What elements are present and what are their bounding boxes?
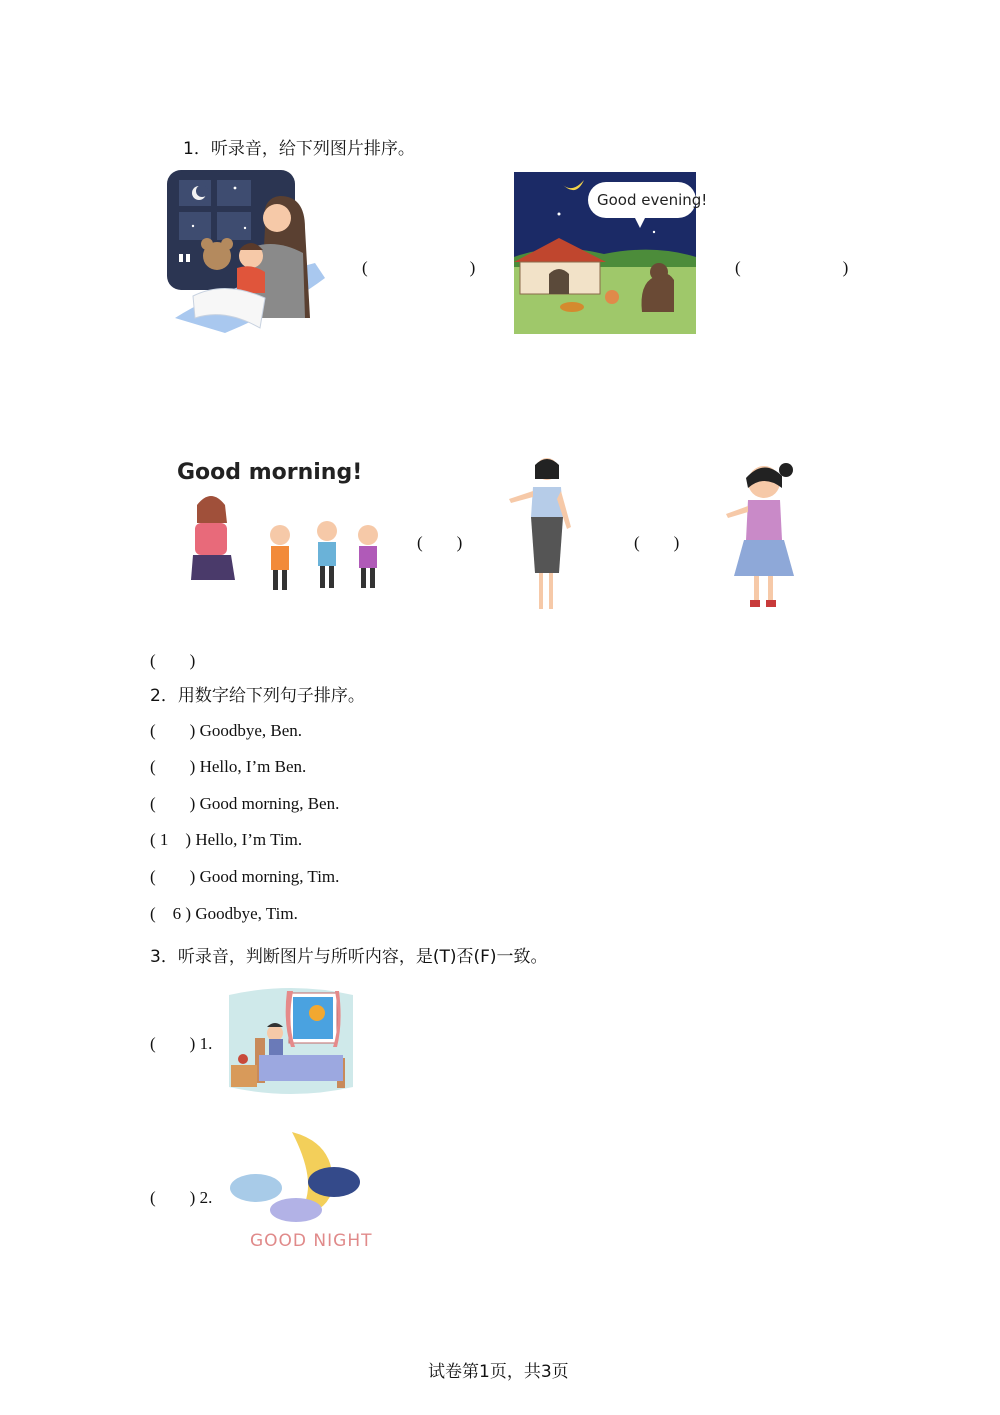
bedtime-reading-image: [165, 168, 330, 338]
answer-blank-picture-3[interactable]: ( ): [417, 533, 463, 552]
sentence-text: Hello, I’m Tim.: [195, 830, 303, 849]
speech-bubble-text: Good evening!: [597, 191, 708, 209]
sentence-text: Good morning, Ben.: [199, 794, 340, 813]
judge-item-2-label[interactable]: ( ) 2.: [150, 1188, 213, 1207]
sentence-text: Good morning, Tim.: [199, 867, 340, 886]
sentence-row: [150, 793, 339, 815]
sentence-row: [150, 829, 302, 851]
sentence-row: [150, 903, 298, 925]
sentence-text: Hello, I’m Ben.: [199, 757, 307, 776]
sentence-answer-blank[interactable]: ( ): [150, 757, 196, 776]
answer-blank-picture-2[interactable]: ( ): [735, 258, 849, 277]
kid-3: [358, 525, 378, 588]
page-footer: 试卷第1页，共3页: [428, 1362, 569, 1382]
sentence-answer-blank[interactable]: ( ): [150, 794, 196, 813]
sentence-answer-blank[interactable]: ( ): [150, 721, 196, 740]
judge-item-1-label[interactable]: ( ) 1.: [150, 1034, 213, 1053]
sentence-answer-blank[interactable]: ( ): [150, 867, 196, 886]
good-evening-dog-image: [514, 172, 708, 334]
girl-student-image: [720, 458, 805, 613]
good-night-moon-image: [226, 1130, 373, 1252]
kid-1: [270, 525, 290, 590]
sentence-row: [150, 720, 302, 742]
sentence-row: [150, 756, 306, 778]
kid-2: [317, 521, 337, 588]
answer-blank-picture-4[interactable]: ( ): [634, 533, 680, 552]
sentence-answer-blank[interactable]: ( 6 ): [150, 904, 192, 923]
sentence-answer-blank[interactable]: ( 1 ): [150, 830, 192, 849]
teacher-woman-image: [505, 455, 585, 615]
answer-blank-picture-5[interactable]: ( ): [150, 651, 196, 670]
question-1-title: 1．听录音，给下列图片排序。: [183, 139, 415, 159]
sentence-text: Goodbye, Ben.: [199, 721, 303, 740]
sentence-text: Goodbye, Tim.: [195, 904, 298, 923]
question-3-title: 3．听录音，判断图片与所听内容，是(T)否(F)一致。: [150, 947, 548, 967]
sentence-row: [150, 866, 339, 888]
good-morning-banner-text: Good morning!: [177, 460, 363, 485]
waking-up-bedroom-image: [225, 983, 357, 1098]
question-2-title: 2．用数字给下列句子排序。: [150, 686, 365, 706]
good-night-caption: GOOD NIGHT: [250, 1231, 373, 1251]
good-morning-class-image: [175, 455, 390, 605]
answer-blank-picture-1[interactable]: ( ): [362, 258, 476, 277]
